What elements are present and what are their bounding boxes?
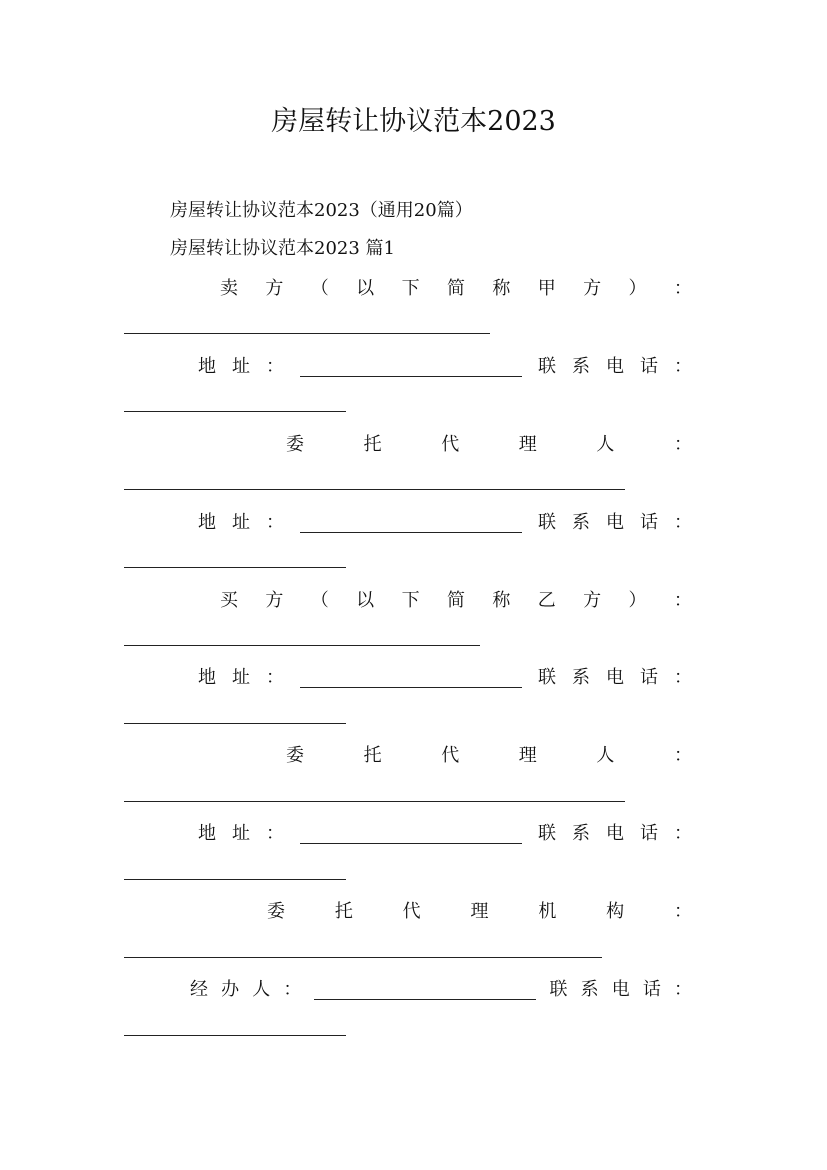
buyer-blank[interactable] [124,645,480,646]
agent-person-label: 委 托 代 理 人 ： [286,745,692,766]
agency-label: 委 托 代 理 机 构 ： [267,901,692,922]
agent-person-blank[interactable] [124,489,625,490]
address-phone-row-4: 地 址 ： 联 系 电 话 ： [198,823,692,844]
intro-line-2: 房屋转让协议范本2023 篇1 [170,238,395,259]
buyer-label: 买 方 （ 以 下 简 称 乙 方 ） ： [220,590,692,611]
handler-blank[interactable] [314,981,536,1000]
intro-line-1: 房屋转让协议范本2023（通用20篇） [170,200,473,221]
seller-label: 卖 方 （ 以 下 简 称 甲 方 ） ： [220,278,692,299]
address-phone-row-2: 地 址 ： 联 系 电 话 ： [198,512,692,533]
address-blank[interactable] [300,825,522,844]
address-blank[interactable] [300,669,522,688]
handler-phone-row: 经 办 人 ： 联 系 电 话 ： [190,979,692,1000]
address-blank[interactable] [300,514,522,533]
seller-blank[interactable] [124,333,490,334]
phone-blank[interactable] [124,567,346,568]
agent-person-blank[interactable] [124,801,625,802]
address-phone-row-1: 地 址 ： 联 系 电 话 ： [198,356,692,377]
phone-blank[interactable] [124,723,346,724]
phone-blank[interactable] [124,879,346,880]
agent-person-label: 委 托 代 理 人 ： [286,434,692,455]
document-title: 房屋转让协议范本2023 [271,106,556,137]
phone-blank[interactable] [124,1035,346,1036]
address-blank[interactable] [300,358,522,377]
agency-blank[interactable] [124,957,602,958]
phone-blank[interactable] [124,411,346,412]
address-phone-row-3: 地 址 ： 联 系 电 话 ： [198,667,692,688]
